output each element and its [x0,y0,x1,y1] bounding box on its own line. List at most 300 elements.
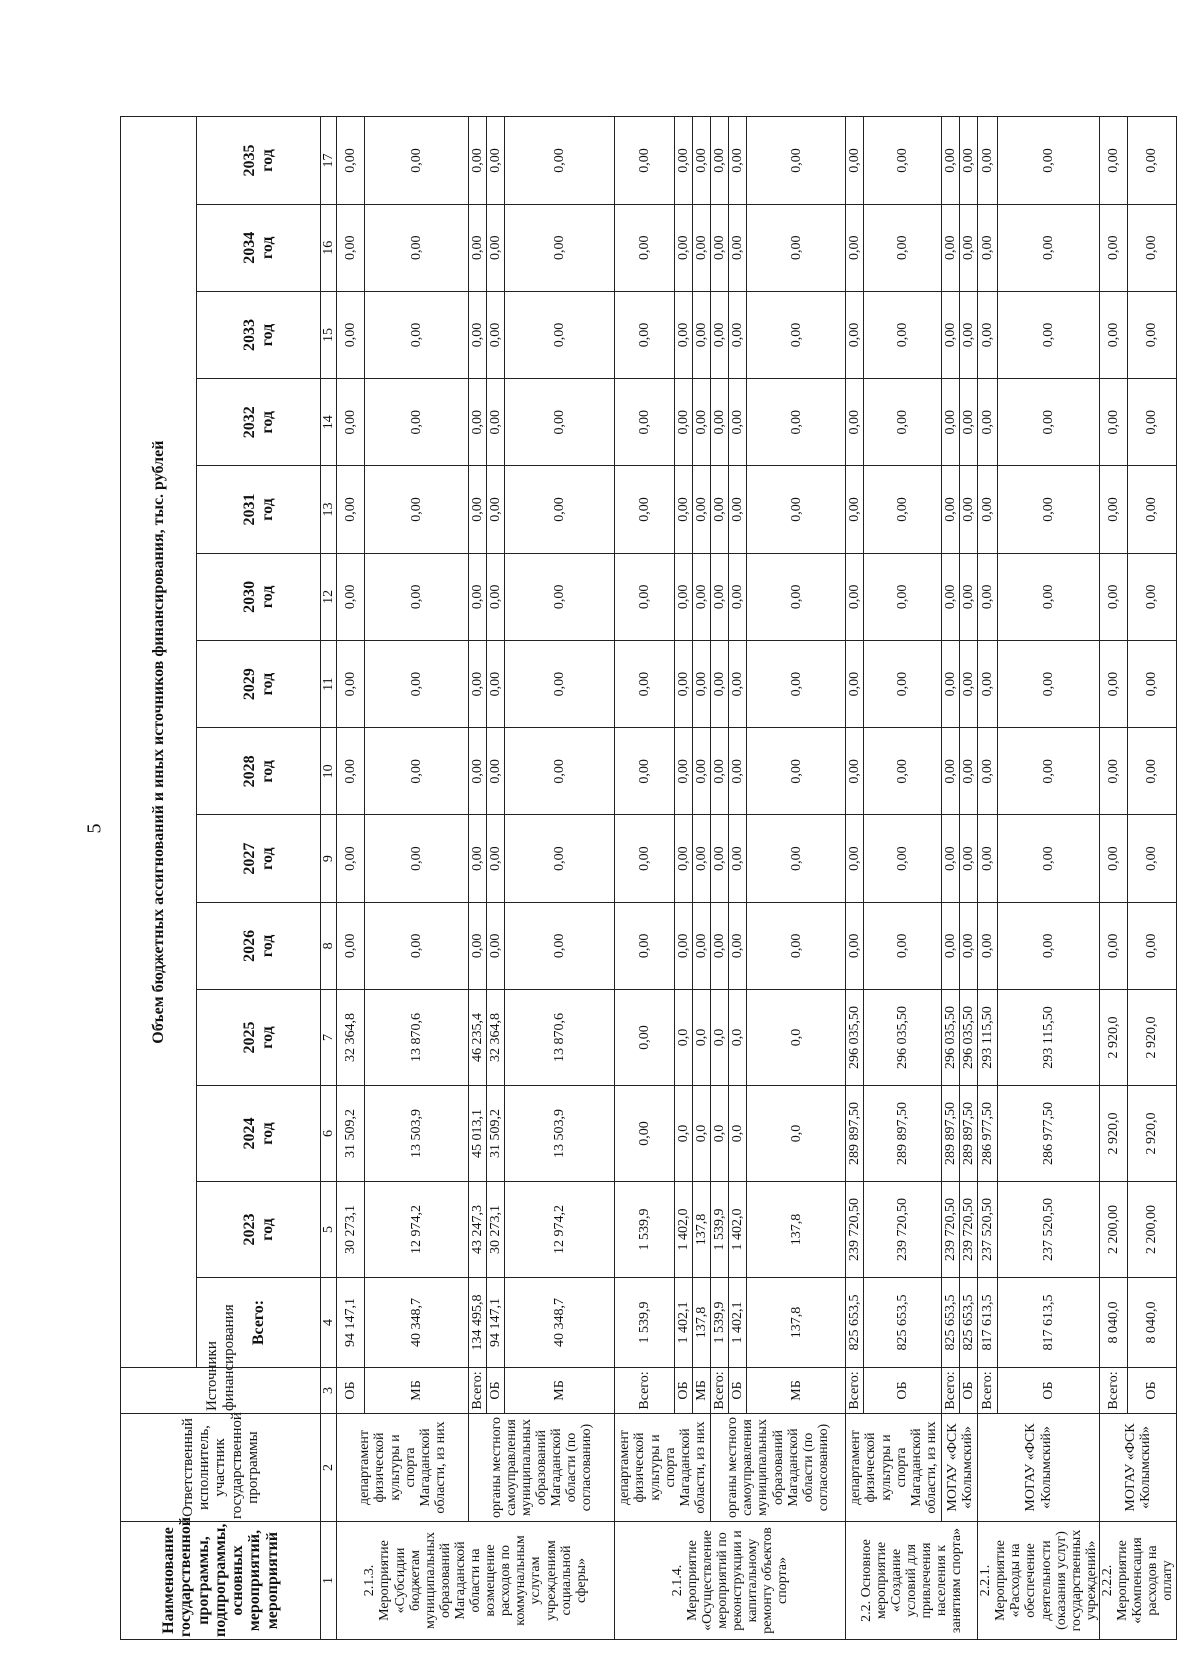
value-year: 0,00 [1099,640,1127,727]
value-year: 0,00 [997,640,1099,727]
value-year: 0,00 [487,117,505,204]
value-year: 0,00 [675,640,693,727]
value-year: 0,00 [487,466,505,553]
column-number: 3 [321,1368,337,1414]
value-year: 0,00 [469,902,487,989]
value-year: 0,00 [1099,466,1127,553]
value-year: 0,00 [693,117,711,204]
header-year-suffix: год [258,149,276,172]
header-year-2028 [197,728,321,815]
value-year: 239 720,50 [942,1182,960,1278]
value-year: 0,00 [846,728,864,815]
value-year: 0,00 [997,204,1099,291]
value-year: 0,00 [747,815,846,902]
value-year: 0,00 [864,379,942,466]
value-year: 0,00 [747,204,846,291]
header-year-suffix: год [258,1122,276,1145]
value-year: 0,00 [487,902,505,989]
value-year: 289 897,50 [942,1086,960,1182]
value-year: 0,00 [960,815,978,902]
header-year-2023 [197,1182,321,1278]
value-year: 2 920,0 [1099,990,1127,1086]
column-number: 6 [321,1086,337,1182]
value-year: 0,00 [693,379,711,466]
value-year: 296 035,50 [846,990,864,1086]
funding-source: Всего: [469,1368,487,1414]
value-year: 32 364,8 [337,990,365,1086]
value-year: 0,00 [729,466,747,553]
value-year: 0,00 [942,902,960,989]
column-number: 5 [321,1182,337,1278]
value-total: 817 613,5 [997,1278,1099,1368]
column-number: 4 [321,1278,337,1368]
value-year: 0,00 [942,204,960,291]
value-year: 0,00 [469,815,487,902]
value-year: 46 235,4 [469,990,487,1086]
column-number: 12 [321,553,337,640]
responsible-executor: департамент физической культуры и спорта Магаданской области, из них [615,1414,711,1522]
value-year: 0,00 [337,379,365,466]
value-year: 0,00 [693,728,711,815]
value-year: 0,00 [469,728,487,815]
header-row-top [121,30,197,1640]
header-year-suffix: год [258,934,276,958]
value-year: 0,00 [747,379,846,466]
value-year: 0,00 [846,379,864,466]
value-year: 0,00 [505,204,615,291]
responsible-executor: МОГАУ «ФСК «Колымский» [1099,1414,1176,1522]
funding-source: Всего: [711,1368,729,1414]
value-year: 0,00 [337,204,365,291]
value-year: 0,00 [711,902,729,989]
header-year-2031 [197,466,321,553]
table-row [505,30,615,1640]
value-year: 32 364,8 [487,990,505,1086]
value-year: 2 920,0 [1127,990,1176,1086]
funding-source: ОБ [1127,1368,1176,1414]
value-total: 825 653,5 [960,1278,978,1368]
value-year: 0,00 [1099,291,1127,378]
value-year: 0,00 [1099,204,1127,291]
column-number: 11 [321,640,337,727]
value-year: 237 520,50 [978,1182,998,1278]
value-total: 8 040,0 [1099,1278,1127,1368]
value-year: 0,00 [505,640,615,727]
value-year: 0,00 [978,640,998,727]
funding-source: МБ [747,1368,846,1414]
column-number: 16 [321,204,337,291]
value-year: 0,00 [711,291,729,378]
value-year: 0,00 [747,902,846,989]
value-year: 289 897,50 [960,1086,978,1182]
value-year: 0,00 [615,990,675,1086]
value-year: 0,00 [1099,379,1127,466]
responsible-executor: органы местного самоуправления муниципальных образований Магаданской области (по согласованию) [469,1414,615,1522]
header-year-suffix: год [258,323,276,347]
value-year: 0,00 [729,815,747,902]
column-number: 9 [321,815,337,902]
value-year: 0,00 [675,553,693,640]
value-total: 1 402,1 [675,1278,693,1368]
value-year: 0,00 [960,553,978,640]
value-year: 0,00 [487,379,505,466]
funding-source: ОБ [997,1368,1099,1414]
activity-name: 2.2.1. Мероприятие «Расходы на обеспечение деятельности (оказания услуг) государственных учреждений» [978,1522,1100,1640]
value-year: 0,00 [960,640,978,727]
funding-source: Всего: [942,1368,960,1414]
funding-source: МБ [365,1368,469,1414]
page-number: 5 [83,823,106,834]
value-year: 1 402,0 [675,1182,693,1278]
value-year: 0,00 [997,902,1099,989]
funding-source: ОБ [729,1368,747,1414]
value-year: 0,00 [365,815,469,902]
value-year: 0,00 [1127,553,1176,640]
value-year: 239 720,50 [864,1182,942,1278]
value-year: 0,00 [615,379,675,466]
value-year: 0,00 [978,902,998,989]
value-year: 137,8 [693,1182,711,1278]
header-year-suffix: год [258,1218,276,1241]
value-year: 0,00 [693,291,711,378]
header-year-value: 2028 [241,755,259,788]
value-year: 0,00 [960,379,978,466]
value-year: 0,00 [729,117,747,204]
funding-source: МБ [693,1368,711,1414]
table-row [1099,30,1127,1640]
value-total: 137,8 [747,1278,846,1368]
table-row [942,30,960,1640]
funding-source: ОБ [864,1368,942,1414]
column-number-row [321,30,337,1640]
value-year: 0,00 [997,466,1099,553]
value-year: 0,00 [487,728,505,815]
table-row [846,30,864,1640]
value-total: 94 147,1 [487,1278,505,1368]
value-year: 0,00 [846,815,864,902]
header-year-value: 2034 [241,231,259,264]
value-year: 0,00 [711,815,729,902]
value-year: 0,00 [960,117,978,204]
funding-source: Всего: [1099,1368,1127,1414]
value-year: 0,0 [729,1086,747,1182]
header-year-value: 2029 [241,668,259,701]
funding-source: Всего: [978,1368,998,1414]
value-year: 2 200,00 [1127,1182,1176,1278]
value-year: 0,00 [1099,117,1127,204]
value-year: 0,00 [469,553,487,640]
table-row [747,30,846,1640]
value-year: 296 035,50 [942,990,960,1086]
value-year: 289 897,50 [846,1086,864,1182]
value-year: 0,00 [1127,902,1176,989]
value-year: 31 509,2 [337,1086,365,1182]
header-year-2034 [197,204,321,291]
value-year: 0,00 [711,466,729,553]
funding-source: ОБ [487,1368,505,1414]
value-year: 0,00 [864,553,942,640]
value-year: 13 870,6 [505,990,615,1086]
value-year: 0,00 [615,466,675,553]
funding-source: МБ [505,1368,615,1414]
value-year: 0,00 [615,204,675,291]
value-year: 0,00 [729,204,747,291]
value-total: 817 613,5 [978,1278,998,1368]
value-year: 0,00 [615,553,675,640]
value-year: 0,00 [846,117,864,204]
value-year: 0,00 [960,466,978,553]
value-year: 0,00 [505,379,615,466]
header-year-suffix: год [258,1026,276,1049]
table-row [365,30,469,1640]
header-volume: Объем бюджетных ассигнований и иных источников финансирования, тыс. рублей [121,117,197,1368]
header-year-2035 [197,117,321,204]
value-year: 30 273,1 [337,1182,365,1278]
value-year: 0,00 [675,204,693,291]
value-year: 296 035,50 [864,990,942,1086]
value-year: 0,00 [675,728,693,815]
responsible-executor: департамент физической культуры и спорта Магаданской области, из них [337,1414,469,1522]
column-number: 7 [321,990,337,1086]
header-total: Всего: [197,1278,321,1368]
value-year: 0,00 [505,902,615,989]
header-year-suffix: год [258,847,276,870]
header-name: Наименование государственной программы, подпрограммы, основных мероприятий, мероприятий [121,1522,321,1640]
value-year: 0,00 [846,553,864,640]
value-year: 0,00 [1099,728,1127,815]
header-source: Источники финансирования [121,1368,321,1414]
value-year: 0,00 [337,902,365,989]
value-year: 0,0 [693,990,711,1086]
value-year: 0,00 [846,902,864,989]
activity-name: 2.1.4. Мероприятие «Осуществление мероприятий по реконструкции и капитальному ремонту объектов спорта» [615,1522,846,1640]
value-year: 0,00 [864,466,942,553]
header-year-2025 [197,990,321,1086]
value-year: 0,00 [997,379,1099,466]
value-year: 0,00 [942,640,960,727]
value-year: 0,00 [337,466,365,553]
header-year-suffix: год [258,760,276,783]
table-row [469,30,487,1640]
value-year: 0,00 [846,291,864,378]
value-total: 825 653,5 [942,1278,960,1368]
value-year: 0,00 [864,815,942,902]
value-year: 0,00 [1127,379,1176,466]
value-year: 0,00 [997,553,1099,640]
column-number: 14 [321,379,337,466]
value-year: 0,00 [864,640,942,727]
column-number: 10 [321,728,337,815]
value-year: 0,00 [365,291,469,378]
funding-source: ОБ [960,1368,978,1414]
value-year: 0,00 [615,1086,675,1182]
value-year: 0,00 [747,553,846,640]
value-year: 0,00 [960,291,978,378]
value-year: 0,00 [978,728,998,815]
value-year: 0,0 [747,1086,846,1182]
responsible-executor: МОГАУ «ФСК «Колымский» [978,1414,1100,1522]
value-year: 0,00 [729,640,747,727]
value-year: 0,00 [337,291,365,378]
value-year: 0,00 [615,728,675,815]
column-number: 15 [321,291,337,378]
value-year: 286 977,50 [997,1086,1099,1182]
value-year: 0,00 [864,204,942,291]
value-year: 0,00 [505,291,615,378]
table-row [615,30,675,1640]
table-row [978,30,998,1640]
value-year: 0,00 [978,117,998,204]
header-responsible: Ответственный исполнитель, участник государственной программы [121,1414,321,1522]
funding-source: Всего: [615,1368,675,1414]
value-year: 0,00 [487,553,505,640]
value-total: 137,8 [693,1278,711,1368]
value-year: 0,00 [615,815,675,902]
value-year: 13 503,9 [505,1086,615,1182]
value-year: 1 539,9 [711,1182,729,1278]
value-year: 0,00 [729,728,747,815]
value-year: 0,00 [505,553,615,640]
financing-table [120,29,1177,1640]
value-year: 0,00 [942,379,960,466]
table-row [864,30,942,1640]
funding-source: Всего: [846,1368,864,1414]
value-total: 134 495,8 [469,1278,487,1368]
value-year: 0,00 [960,728,978,815]
funding-source: ОБ [337,1368,365,1414]
value-year: 239 720,50 [960,1182,978,1278]
value-year: 0,00 [846,640,864,727]
value-year: 0,00 [469,466,487,553]
value-year: 0,00 [469,640,487,727]
table-row [997,30,1099,1640]
value-year: 0,00 [960,204,978,291]
value-year: 0,0 [693,1086,711,1182]
value-year: 0,00 [729,379,747,466]
table-row [693,30,711,1640]
value-year: 0,00 [469,291,487,378]
value-year: 0,00 [1127,204,1176,291]
value-total: 40 348,7 [365,1278,469,1368]
value-year: 0,00 [365,728,469,815]
table-body [337,30,1176,1640]
header-year-suffix: год [258,585,276,609]
activity-name: 2.2. Основное мероприятие «Создание условий для привлечения населения к занятиям спорта» [846,1522,978,1640]
value-year: 0,00 [711,553,729,640]
value-year: 0,00 [675,117,693,204]
value-total: 40 348,7 [505,1278,615,1368]
value-year: 0,00 [675,466,693,553]
value-year: 0,00 [1127,728,1176,815]
table-row [337,30,365,1640]
value-year: 0,00 [693,466,711,553]
value-year: 0,00 [978,291,998,378]
value-year: 0,0 [711,1086,729,1182]
value-year: 0,00 [942,291,960,378]
value-year: 0,00 [487,815,505,902]
value-year: 0,00 [942,466,960,553]
value-year: 0,0 [675,1086,693,1182]
column-number: 8 [321,902,337,989]
header-year-value: 2024 [241,1117,259,1150]
value-year: 293 115,50 [978,990,998,1086]
header-year-value: 2033 [241,319,259,352]
header-year-2027 [197,815,321,902]
value-year: 0,0 [747,990,846,1086]
value-year: 0,00 [365,379,469,466]
value-year: 0,00 [942,728,960,815]
table-row [960,30,978,1640]
value-year: 0,00 [365,204,469,291]
header-year-2030 [197,553,321,640]
value-year: 13 870,6 [365,990,469,1086]
value-year: 0,00 [997,117,1099,204]
value-year: 0,00 [711,640,729,727]
value-year: 2 200,00 [1099,1182,1127,1278]
value-year: 43 247,3 [469,1182,487,1278]
table-row [1127,30,1176,1640]
value-year: 0,00 [942,553,960,640]
value-year: 0,00 [747,466,846,553]
value-year: 286 977,50 [978,1086,998,1182]
value-total: 1 539,9 [711,1278,729,1368]
value-year: 0,00 [711,728,729,815]
header-year-value: 2035 [241,144,259,177]
value-year: 0,00 [711,117,729,204]
value-year: 12 974,2 [365,1182,469,1278]
header-year-value: 2025 [241,1021,259,1054]
value-year: 0,00 [864,902,942,989]
value-year: 0,00 [469,379,487,466]
value-year: 0,00 [978,204,998,291]
value-year: 0,00 [675,815,693,902]
responsible-executor: органы местного самоуправления муниципальных образований Магаданской области (по согласованию) [711,1414,846,1522]
value-year: 0,00 [978,815,998,902]
value-year: 0,00 [487,640,505,727]
value-year: 0,00 [505,466,615,553]
column-number: 17 [321,117,337,204]
value-year: 1 539,9 [615,1182,675,1278]
column-number: 2 [321,1414,337,1522]
table-row [729,30,747,1640]
value-year: 0,00 [615,640,675,727]
value-year: 0,00 [675,291,693,378]
value-year: 0,00 [365,117,469,204]
value-year: 0,00 [942,815,960,902]
value-year: 2 920,0 [1127,1086,1176,1182]
value-year: 0,00 [693,902,711,989]
table-row [675,30,693,1640]
value-year: 0,00 [997,728,1099,815]
value-year: 0,00 [978,466,998,553]
value-year: 0,00 [1099,553,1127,640]
header-year-value: 2030 [241,580,259,613]
value-total: 8 040,0 [1127,1278,1176,1368]
value-year: 0,00 [505,728,615,815]
value-year: 289 897,50 [864,1086,942,1182]
value-year: 0,00 [487,291,505,378]
responsible-executor: МОГАУ «ФСК «Колымский» [942,1414,978,1522]
header-year-value: 2032 [241,406,259,439]
value-year: 0,00 [469,204,487,291]
value-year: 0,00 [693,553,711,640]
value-year: 137,8 [747,1182,846,1278]
value-year: 1 402,0 [729,1182,747,1278]
value-year: 0,00 [337,553,365,640]
value-year: 0,00 [864,117,942,204]
column-number: 13 [321,466,337,553]
value-year: 0,00 [693,815,711,902]
